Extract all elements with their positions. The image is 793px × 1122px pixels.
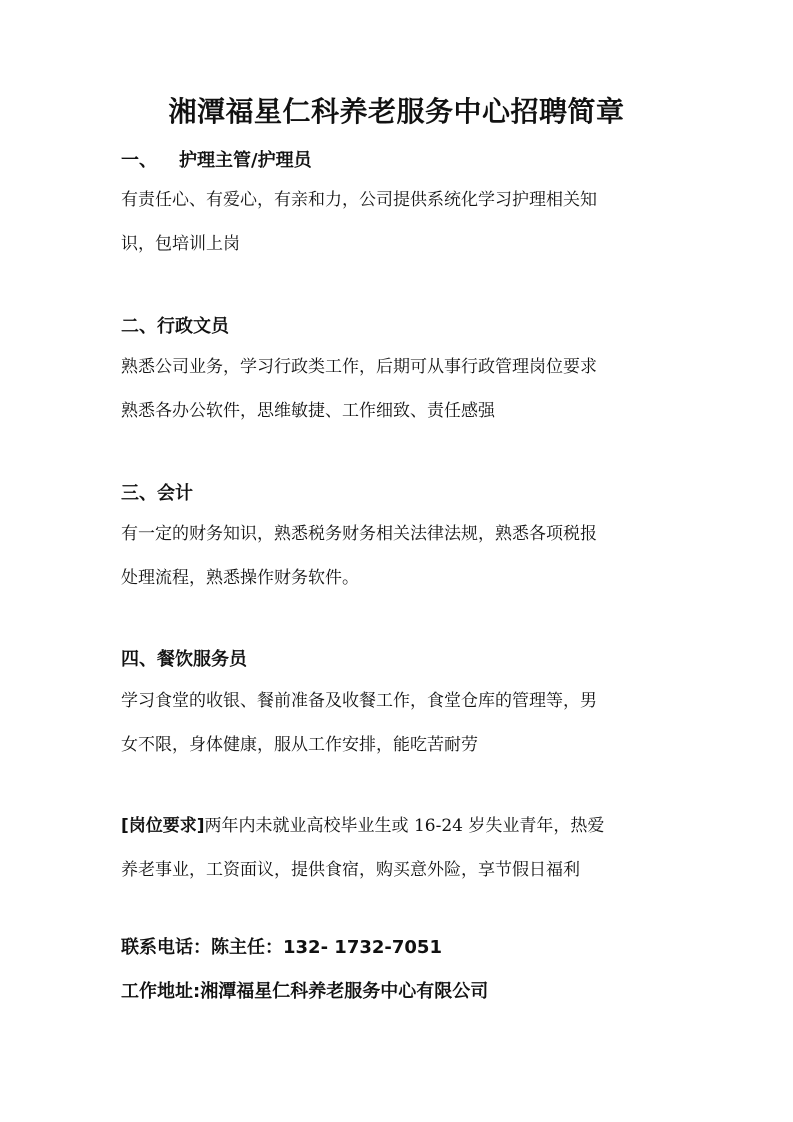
section-number: 二、 xyxy=(121,316,157,337)
body-line: 熟悉公司业务，学习行政类工作，后期可从事行政管理岗位要求 xyxy=(121,357,597,377)
section-title: 餐饮服务员 xyxy=(157,649,247,670)
address-text: 湘潭福星仁科养老服务中心有限公司 xyxy=(200,981,489,1002)
section-heading-catering xyxy=(121,647,247,673)
section-heading-nursing xyxy=(121,148,312,174)
requirements-line-2: 养老事业，工资面议，提供食宿，购买意外险，享节假日福利 xyxy=(121,860,580,880)
body-line: 识，包培训上岗 xyxy=(121,234,240,254)
body-line: 有一定的财务知识，熟悉税务财务相关法律法规，熟悉各项税报 xyxy=(121,524,597,544)
body-line: 有责任心、有爱心，有亲和力，公司提供系统化学习护理相关知 xyxy=(121,190,597,210)
requirements-text: 两年内未就业高校毕业生或 16-24 岁失业青年，热爱 xyxy=(204,816,605,836)
requirements-block xyxy=(121,814,676,902)
requirements-line-1 xyxy=(121,814,676,838)
section-body-catering xyxy=(121,689,676,777)
section-number: 一、 xyxy=(121,150,157,171)
section-body-admin xyxy=(121,355,676,443)
address-label: 工作地址: xyxy=(121,981,201,1002)
phone-contact-name: 陈主任： xyxy=(211,937,283,958)
page-title: 湘潭福星仁科养老服务中心招聘简章 xyxy=(168,95,625,128)
requirements-label: [岗位要求] xyxy=(121,816,205,836)
section-number: 三、 xyxy=(121,483,157,504)
contact-address xyxy=(121,979,488,1005)
body-line: 熟悉各办公软件，思维敏捷、工作细致、责任感强 xyxy=(121,401,495,421)
section-title: 会计 xyxy=(157,483,193,504)
section-heading-accounting xyxy=(121,481,193,507)
phone-label: 联系电话： xyxy=(121,937,211,958)
contact-phone xyxy=(121,935,442,961)
body-line: 女不限，身体健康，服从工作安排，能吃苦耐劳 xyxy=(121,735,478,755)
body-line: 处理流程，熟悉操作财务软件。 xyxy=(121,568,359,588)
section-heading-admin xyxy=(121,314,229,340)
body-line: 学习食堂的收银、餐前准备及收餐工作，食堂仓库的管理等，男 xyxy=(121,691,597,711)
section-title: 行政文员 xyxy=(157,316,229,337)
phone-number: 132- 1732-7051 xyxy=(283,937,442,958)
section-body-nursing xyxy=(121,188,676,276)
section-title: 护理主管/护理员 xyxy=(179,150,312,171)
section-number: 四、 xyxy=(121,649,157,670)
section-body-accounting xyxy=(121,522,676,610)
